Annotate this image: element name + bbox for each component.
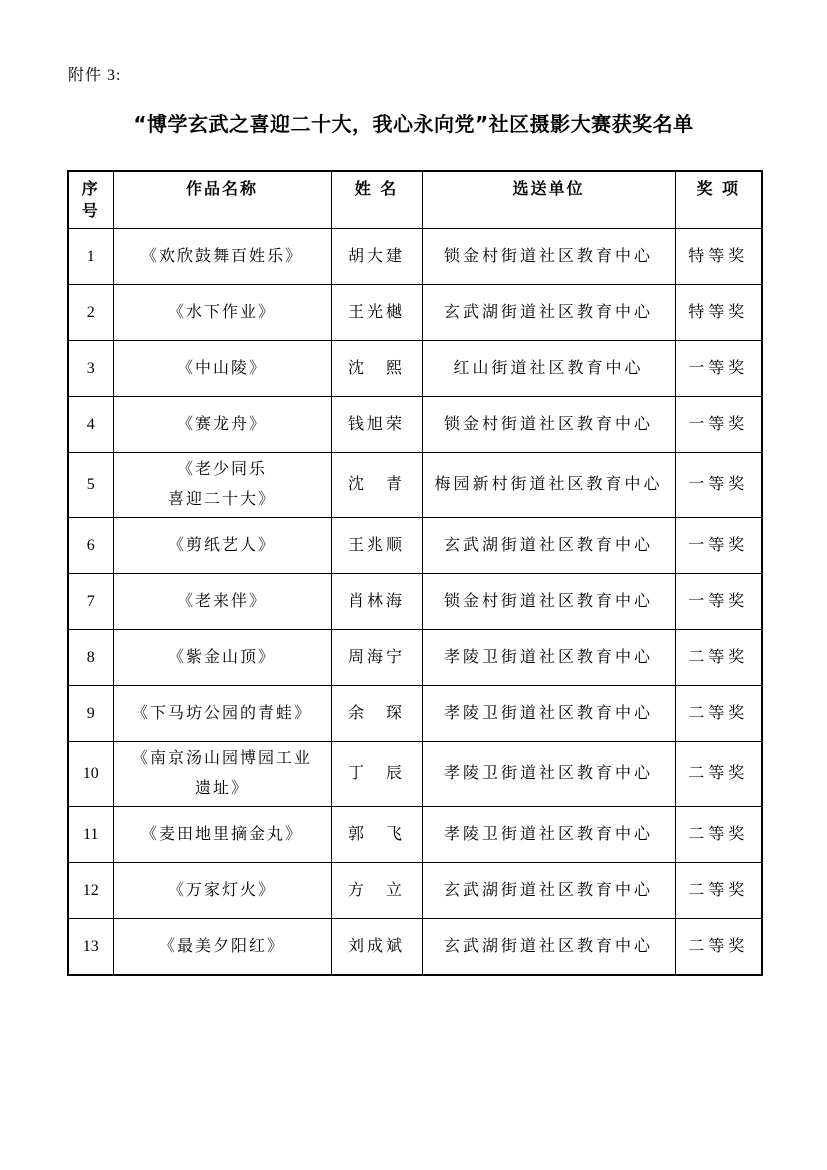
author-name-cell: 肖林海 [331,574,422,630]
table-row [68,397,762,453]
author-name-cell: 钱旭荣 [331,397,422,453]
work-title-cell [113,285,331,341]
submitting-unit-cell: 玄武湖街道社区教育中心 [422,518,675,574]
work-title-line: 《南京汤山园博园工业 [131,750,312,767]
submitting-unit-cell: 孝陵卫街道社区教育中心 [422,686,675,742]
column-header-line: 序 [81,179,100,198]
author-name-cell: 郭 飞 [331,807,422,863]
author-name-cell: 王光樾 [331,285,422,341]
column-header-seq [68,171,113,229]
submitting-unit-cell: 玄武湖街道社区教育中心 [422,863,675,919]
award-cell: 一等奖 [675,518,762,574]
work-title-cell [113,453,331,518]
column-header-line: 选送单位 [512,179,585,198]
work-title-line: 喜迎二十大》 [167,491,276,508]
row-number-cell: 9 [68,686,113,742]
column-header-work [113,171,331,229]
author-name-cell: 沈 青 [331,453,422,518]
submitting-unit-cell: 锁金村街道社区教育中心 [422,574,675,630]
work-title-line: 《欢欣鼓舞百姓乐》 [140,247,303,265]
work-title-cell [113,919,331,976]
work-title-cell [113,863,331,919]
author-name-cell: 沈 熙 [331,341,422,397]
column-header-line: 姓 名 [354,179,399,198]
table-row [68,453,762,518]
author-name-cell: 胡大建 [331,229,422,285]
row-number-cell: 1 [68,229,113,285]
work-title-cell [113,630,331,686]
work-title-line: 《老来伴》 [176,592,267,610]
award-cell: 特等奖 [675,285,762,341]
award-cell: 二等奖 [675,630,762,686]
table-row [68,518,762,574]
submitting-unit-cell: 锁金村街道社区教育中心 [422,397,675,453]
work-title-cell [113,807,331,863]
row-number-cell: 5 [68,453,113,518]
work-title-cell [113,686,331,742]
table-body [68,229,762,976]
column-header-line: 作品名称 [185,179,258,198]
row-number-cell: 10 [68,742,113,807]
row-number-cell: 3 [68,341,113,397]
work-title-line: 《中山陵》 [176,359,267,377]
submitting-unit-cell: 孝陵卫街道社区教育中心 [422,742,675,807]
column-header-unit [422,171,675,229]
table-row [68,341,762,397]
work-title-line: 《麦田地里摘金丸》 [140,825,303,843]
column-header-line: 号 [81,201,100,220]
work-title-line: 《水下作业》 [167,303,276,321]
row-number-cell: 4 [68,397,113,453]
award-cell: 一等奖 [675,574,762,630]
row-number-cell: 12 [68,863,113,919]
row-number-cell: 2 [68,285,113,341]
award-cell: 一等奖 [675,453,762,518]
row-number-cell: 8 [68,630,113,686]
table-row [68,686,762,742]
table-row [68,742,762,807]
author-name-cell: 刘成斌 [331,919,422,976]
table-row [68,807,762,863]
work-title-line: 遗址》 [194,780,249,797]
row-number-cell: 13 [68,919,113,976]
submitting-unit-cell: 孝陵卫街道社区教育中心 [422,630,675,686]
work-title-line: 《紫金山顶》 [167,648,276,666]
work-title-cell [113,341,331,397]
column-header-name [331,171,422,229]
table-row [68,919,762,976]
award-cell: 二等奖 [675,807,762,863]
work-title-line: 《剪纸艺人》 [167,536,276,554]
work-title-cell [113,574,331,630]
author-name-cell: 周海宁 [331,630,422,686]
submitting-unit-cell: 锁金村街道社区教育中心 [422,229,675,285]
table-row [68,863,762,919]
author-name-cell: 余 琛 [331,686,422,742]
table-row [68,285,762,341]
work-title-line: 《下马坊公园的青蛙》 [131,704,312,722]
attachment-label: 附件 3: [68,67,122,84]
submitting-unit-cell: 红山街道社区教育中心 [422,341,675,397]
submitting-unit-cell: 玄武湖街道社区教育中心 [422,919,675,976]
author-name-cell: 王兆顺 [331,518,422,574]
submitting-unit-cell: 玄武湖街道社区教育中心 [422,285,675,341]
work-title-cell [113,397,331,453]
document-title: “博学玄武之喜迎二十大，我心永向党”社区摄影大赛获奖名单 [133,112,694,136]
work-title-cell [113,229,331,285]
submitting-unit-cell: 孝陵卫街道社区教育中心 [422,807,675,863]
row-number-cell: 7 [68,574,113,630]
row-number-cell: 11 [68,807,113,863]
awards-table [67,170,763,976]
work-title-cell [113,742,331,807]
table-header-row [68,171,762,229]
author-name-cell: 丁 辰 [331,742,422,807]
award-cell: 二等奖 [675,863,762,919]
award-cell: 一等奖 [675,397,762,453]
work-title-line: 《老少同乐 [176,461,267,478]
table-row [68,574,762,630]
award-cell: 特等奖 [675,229,762,285]
award-cell: 二等奖 [675,919,762,976]
work-title-line: 《赛龙舟》 [176,415,267,433]
table-row [68,630,762,686]
column-header-line: 奖 项 [696,179,741,198]
submitting-unit-cell: 梅园新村街道社区教育中心 [422,453,675,518]
award-cell: 一等奖 [675,341,762,397]
work-title-line: 《万家灯火》 [167,881,276,899]
award-cell: 二等奖 [675,742,762,807]
work-title-cell [113,518,331,574]
author-name-cell: 方 立 [331,863,422,919]
column-header-award [675,171,762,229]
row-number-cell: 6 [68,518,113,574]
table-row [68,229,762,285]
award-cell: 二等奖 [675,686,762,742]
work-title-line: 《最美夕阳红》 [158,937,285,955]
